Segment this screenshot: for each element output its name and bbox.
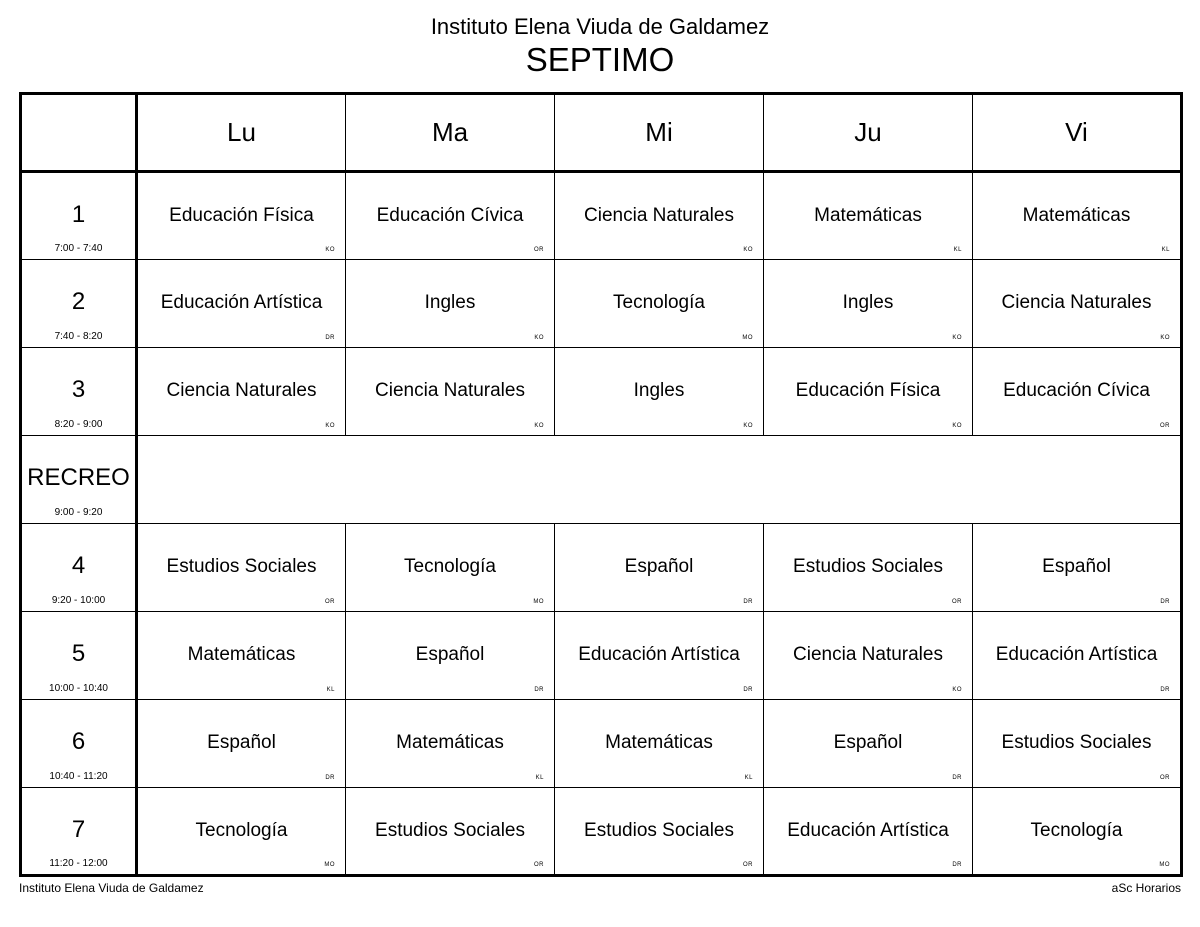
subject-name: Español — [833, 732, 903, 753]
subject-name: Ingles — [424, 292, 476, 313]
period-label-cell — [21, 436, 137, 524]
teacher-code: OR — [952, 599, 962, 605]
teacher-code: KL — [953, 247, 962, 253]
subject-name: Estudios Sociales — [1001, 732, 1152, 753]
period-number: RECREO — [27, 464, 130, 491]
lesson-cell — [137, 260, 346, 348]
lesson-cell — [555, 524, 764, 612]
period-time: 11:20 - 12:00 — [49, 858, 108, 869]
subject-name: Ciencia Naturales — [1001, 292, 1152, 313]
lesson-cell — [555, 612, 764, 700]
lesson-cell — [764, 700, 973, 788]
day-header-lu: Lu — [137, 94, 346, 172]
lesson-cell — [555, 348, 764, 436]
subject-name: Ciencia Naturales — [375, 380, 525, 401]
subject-name: Educación Artística — [578, 644, 740, 665]
lesson-cell — [346, 788, 555, 876]
teacher-code: KO — [952, 335, 962, 341]
day-header-vi: Vi — [973, 94, 1182, 172]
teacher-code: KL — [535, 775, 544, 781]
lesson-cell — [973, 172, 1182, 260]
subject-name: Ingles — [842, 292, 894, 313]
teacher-code: KO — [1160, 335, 1170, 341]
period-time: 10:00 - 10:40 — [49, 683, 108, 694]
day-header-row — [21, 94, 1182, 172]
lesson-cell — [764, 172, 973, 260]
period-label-cell — [21, 788, 137, 876]
lesson-cell — [764, 788, 973, 876]
lesson-cell — [973, 348, 1182, 436]
period-number: 7 — [71, 816, 86, 843]
lesson-cell — [973, 524, 1182, 612]
period-label-cell — [21, 348, 137, 436]
subject-name: Matemáticas — [605, 732, 713, 753]
subject-name: Tecnología — [195, 820, 288, 841]
lesson-cell — [555, 788, 764, 876]
teacher-code: KO — [743, 247, 753, 253]
period-time: 9:20 - 10:00 — [51, 595, 106, 606]
teacher-code: KL — [326, 687, 335, 693]
lesson-cell — [346, 172, 555, 260]
subject-name: Tecnología — [613, 292, 705, 313]
period-label-cell — [21, 172, 137, 260]
period-row — [21, 700, 1182, 788]
subject-name: Matemáticas — [187, 644, 296, 665]
teacher-code: OR — [325, 599, 335, 605]
lesson-cell — [137, 524, 346, 612]
subject-name: Educación Física — [169, 205, 314, 226]
period-time: 9:00 - 9:20 — [54, 507, 103, 518]
subject-name: Español — [415, 644, 485, 665]
lesson-cell — [346, 612, 555, 700]
subject-name: Matemáticas — [396, 732, 504, 753]
lesson-cell — [137, 788, 346, 876]
subject-name: Ciencia Naturales — [793, 644, 943, 665]
subject-name: Estudios Sociales — [793, 556, 943, 577]
period-number: 2 — [71, 288, 86, 315]
lesson-cell — [346, 260, 555, 348]
period-number: 4 — [71, 552, 86, 579]
teacher-code: KL — [744, 775, 753, 781]
grade-title: SEPTIMO — [525, 41, 675, 78]
teacher-code: KO — [325, 247, 335, 253]
period-row — [21, 172, 1182, 260]
period-label-cell — [21, 700, 137, 788]
teacher-code: KL — [1161, 247, 1170, 253]
teacher-code: DR — [952, 775, 962, 781]
teacher-code: DR — [743, 599, 753, 605]
teacher-code: OR — [534, 862, 544, 868]
lesson-cell — [555, 700, 764, 788]
lesson-cell — [346, 524, 555, 612]
subject-name: Educación Artística — [995, 644, 1158, 665]
school-name: Instituto Elena Viuda de Galdamez — [430, 14, 770, 39]
teacher-code: OR — [1160, 423, 1170, 429]
subject-name: Tecnología — [1030, 820, 1123, 841]
lesson-cell — [764, 524, 973, 612]
day-header-mi: Mi — [555, 94, 764, 172]
timetable — [19, 92, 1183, 877]
period-row — [21, 788, 1182, 876]
lesson-cell — [137, 172, 346, 260]
lesson-cell — [973, 700, 1182, 788]
teacher-code: OR — [534, 247, 544, 253]
teacher-code: DR — [1160, 599, 1170, 605]
subject-name: Educación Artística — [160, 292, 323, 313]
teacher-code: KO — [743, 423, 753, 429]
teacher-code: DR — [534, 687, 544, 693]
teacher-code: MO — [533, 599, 544, 605]
subject-name: Educación Cívica — [376, 205, 524, 226]
subject-name: Español — [207, 732, 276, 753]
subject-name: Ciencia Naturales — [584, 205, 734, 226]
teacher-code: DR — [743, 687, 753, 693]
period-row — [21, 524, 1182, 612]
subject-name: Matemáticas — [814, 205, 922, 226]
period-time: 10:40 - 11:20 — [49, 771, 108, 782]
teacher-code: MO — [324, 862, 335, 868]
teacher-code: DR — [952, 862, 962, 868]
subject-name: Ingles — [633, 380, 685, 401]
subject-name: Educación Cívica — [1003, 380, 1150, 401]
subject-name: Matemáticas — [1022, 205, 1131, 226]
subject-name: Estudios Sociales — [375, 820, 525, 841]
lesson-cell — [973, 612, 1182, 700]
teacher-code: DR — [325, 775, 335, 781]
period-row — [21, 348, 1182, 436]
lesson-cell — [346, 700, 555, 788]
lesson-cell — [764, 260, 973, 348]
footer-school: Instituto Elena Viuda de Galdamez — [19, 881, 204, 895]
corner-cell — [21, 94, 137, 172]
recess-row — [21, 436, 1182, 524]
lesson-cell — [764, 612, 973, 700]
lesson-cell — [137, 612, 346, 700]
subject-name: Español — [624, 556, 694, 577]
subject-name: Estudios Sociales — [166, 556, 317, 577]
lesson-cell — [555, 172, 764, 260]
period-time: 7:40 - 8:20 — [54, 331, 103, 342]
period-number: 1 — [71, 201, 86, 228]
period-time: 8:20 - 9:00 — [54, 419, 103, 430]
period-row — [21, 612, 1182, 700]
footer-software: aSc Horarios — [1111, 881, 1181, 895]
subject-name: Tecnología — [404, 556, 496, 577]
period-number: 5 — [71, 640, 86, 667]
subject-name: Estudios Sociales — [584, 820, 734, 841]
lesson-cell — [973, 788, 1182, 876]
subject-name: Educación Física — [795, 380, 941, 401]
teacher-code: KO — [325, 423, 335, 429]
period-label-cell — [21, 524, 137, 612]
period-time: 7:00 - 7:40 — [54, 243, 103, 254]
period-label-cell — [21, 612, 137, 700]
teacher-code: KO — [534, 335, 544, 341]
day-header-ma: Ma — [346, 94, 555, 172]
teacher-code: MO — [1159, 862, 1170, 868]
teacher-code: DR — [325, 335, 335, 341]
period-number: 3 — [71, 376, 86, 403]
subject-name: Español — [1042, 556, 1111, 577]
subject-name: Educación Artística — [787, 820, 949, 841]
period-row — [21, 260, 1182, 348]
period-number: 6 — [71, 728, 86, 755]
lesson-cell — [764, 348, 973, 436]
teacher-code: KO — [952, 423, 962, 429]
lesson-cell — [973, 260, 1182, 348]
teacher-code: KO — [952, 687, 962, 693]
teacher-code: OR — [1160, 775, 1170, 781]
teacher-code: DR — [1160, 687, 1170, 693]
lesson-cell — [137, 700, 346, 788]
subject-name: Ciencia Naturales — [166, 380, 317, 401]
lesson-cell — [137, 348, 346, 436]
day-header-ju: Ju — [764, 94, 973, 172]
teacher-code: KO — [534, 423, 544, 429]
period-label-cell — [21, 260, 137, 348]
lesson-cell — [346, 348, 555, 436]
teacher-code: OR — [743, 862, 753, 868]
recess-cell — [137, 436, 1182, 524]
lesson-cell — [555, 260, 764, 348]
teacher-code: MO — [742, 335, 753, 341]
